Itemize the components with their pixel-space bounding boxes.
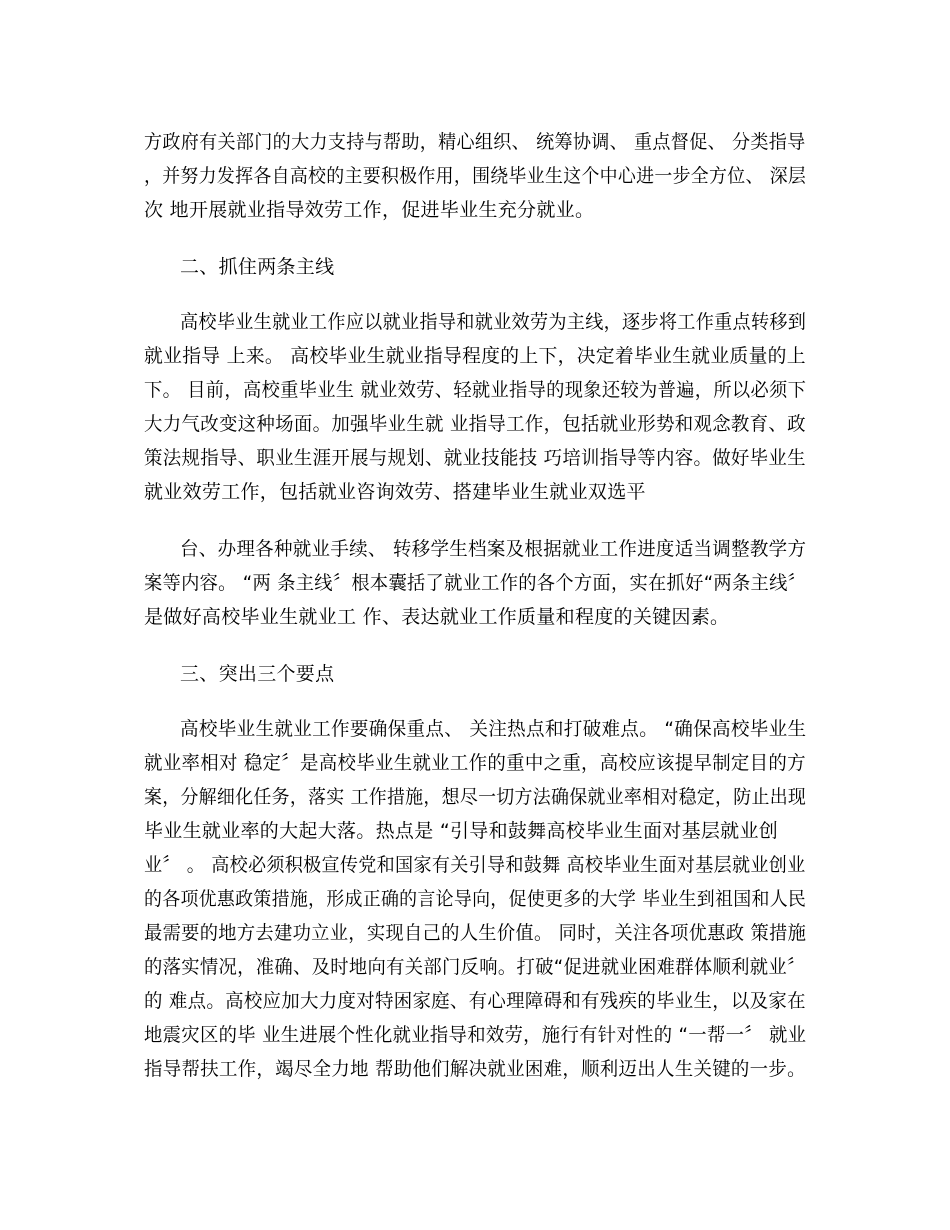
text-line: 台、办理各种就业手续、 转移学生档案及根据就业工作进度适当调整教学方	[180, 538, 807, 560]
text-line: 高校毕业生就业工作要确保重点、 关注热点和打破难点。 “确保高校毕业生	[180, 718, 807, 740]
text-line: 地震灾区的毕 业生进展个性化就业指导和效劳，施行有针对性的 “一帮一〞 就业	[144, 1024, 807, 1046]
text-line: 案等内容。 “两 条主线〞根本囊括了就业工作的各个方面，实在抓好“两条主线〞	[144, 572, 807, 594]
text-line: 毕业生就业率的大起大落。热点是 “引导和鼓舞高校毕业生面对基层就业创	[144, 820, 779, 842]
text-line: 下。 目前，高校重毕业生 就业效劳、轻就业指导的现象还较为普遍，所以必须下	[144, 379, 807, 401]
text-line: 就业效劳工作，包括就业咨询效劳、搭建毕业生就业双选平	[144, 481, 646, 503]
section-heading: 三、突出三个要点	[180, 663, 335, 685]
text-line: 的 难点。高校应加大力度对特困家庭、有心理障碍和有残疾的毕业生，以及家在	[144, 990, 806, 1012]
text-line: 最需要的地方去建功立业，实现自己的人生价值。 同时，关注各项优惠政 策措施	[144, 922, 807, 944]
text-line: 案，分解细化任务，落实 工作措施，想尽一切方法确保就业率相对稳定，防止出现	[144, 786, 807, 808]
section-heading: 二、抓住两条主线	[180, 256, 335, 278]
text-line: 次 地开展就业指导效劳工作，促进毕业生充分就业。	[144, 199, 595, 221]
text-line: 大力气改变这种场面。加强毕业生就 业指导工作，包括就业形势和观念教育、政	[144, 413, 806, 435]
text-line: 的各项优惠政策措施，形成正确的言论导向，促使更多的大学 毕业生到祖国和人民	[144, 888, 807, 910]
text-line: 策法规指导、职业生涯开展与规划、就业技能技 巧培训指导等内容。做好毕业生	[144, 447, 806, 469]
text-line: 是做好高校毕业生就业工 作、表达就业工作质量和程度的关键因素。	[144, 606, 730, 628]
text-line: 就业率相对 稳定〞是高校毕业生就业工作的重中之重，高校应该提早制定目的方	[144, 752, 806, 774]
text-line: 指导帮扶工作，竭尽全力地 帮助他们解决就业困难，顺利迈出人生关键的一步。	[144, 1058, 806, 1080]
text-line: 方政府有关部门的大力支持与帮助，精心组织、 统筹协调、 重点督促、 分类指导	[144, 131, 806, 153]
text-line: 业〞 。 高校必须积极宣传党和国家有关引导和鼓舞 高校毕业生面对基层就业创业	[144, 854, 806, 876]
text-line: 高校毕业生就业工作应以就业指导和就业效劳为主线，逐步将工作重点转移到	[180, 311, 807, 333]
text-line: 的落实情况，准确、及时地向有关部门反响。打破“促进就业困难群体顺利就业〞	[144, 956, 806, 978]
text-line: 就业指导 上来。 高校毕业生就业指导程度的上下，决定着毕业生就业质量的上	[144, 345, 806, 367]
text-line: ，并努力发挥各自高校的主要积极作用，围绕毕业生这个中心进一步全方位、 深层	[144, 165, 807, 187]
